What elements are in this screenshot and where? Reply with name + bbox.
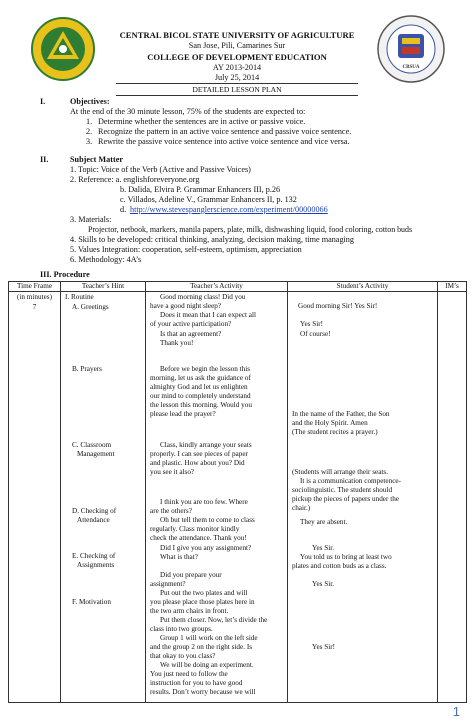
- teacher-line: Thank you!: [160, 339, 194, 347]
- plan-date: July 25, 2014: [214, 73, 260, 82]
- objectives-intro: At the end of the 30 minute lesson, 75% of the students are expected to:: [70, 107, 306, 116]
- teacher-line: Did I give you any assignment?: [160, 544, 252, 552]
- teacher-line: Before we begin the lesson this: [160, 365, 251, 373]
- university-address: San Jose, Pili, Camarines Sur: [188, 41, 286, 50]
- hint-assignments: Assignments: [77, 561, 115, 569]
- column-header: Time Frame: [9, 282, 61, 292]
- subject-values: 5. Values Integration: cooperation, self-esteem, optimism, appreciation: [70, 245, 302, 254]
- teacher-line: class into two groups.: [150, 625, 213, 633]
- reference-link[interactable]: http://www.stevespanglerscience.com/experiment/00000066: [130, 205, 328, 214]
- student-line: They are absent.: [300, 518, 348, 526]
- teacher-line: Did you prepare your: [160, 571, 222, 579]
- procedure-title: III. Procedure: [40, 270, 90, 279]
- subject-reference-d-label: d.: [120, 205, 127, 214]
- plan-title: DETAILED LESSON PLAN: [192, 85, 282, 94]
- student-line: plates and cotton buds as a class.: [292, 562, 387, 570]
- teacher-line: instruction for you to have good: [150, 679, 243, 687]
- teacher-line: Put them closer. Now, let’s divide the: [160, 616, 268, 624]
- objective-text: Recognize the pattern in an active voice sentence and passive voice sentence.: [98, 127, 352, 136]
- procedure-row: [9, 292, 467, 703]
- teacher-line: Does it mean that I can expect all: [160, 311, 256, 319]
- teacher-line: results. Don’t worry because we will: [150, 688, 256, 696]
- student-line: Good morning Sir! Yes Sir!: [298, 302, 378, 310]
- hint-greetings: A. Greetings: [72, 303, 109, 311]
- teacher-line: you see it also?: [150, 468, 195, 476]
- student-line: In the name of the Father, the Son: [292, 410, 390, 418]
- ims-cell: [438, 292, 467, 703]
- page-number: 1: [452, 704, 460, 719]
- hint-classroom: Management: [77, 450, 115, 458]
- student-line: chair.): [292, 504, 311, 512]
- subject-number: II.: [40, 155, 49, 164]
- teacher-line: Is that an agreement?: [160, 330, 222, 338]
- teacher-line: We will be doing an experiment.: [160, 661, 254, 669]
- student-line: Yes Sir.: [312, 544, 335, 552]
- teacher-line: Oh but tell them to come to class: [160, 516, 255, 524]
- student-activity-cell: [288, 292, 438, 703]
- subject-topic: 1. Topic: Voice of the Verb (Active and Passive Voices): [70, 165, 251, 174]
- teacher-line: What is that?: [160, 553, 198, 561]
- header-divider-top: [116, 83, 358, 84]
- student-line: (The student recites a prayer.): [292, 428, 378, 436]
- university-name: CENTRAL BICOL STATE UNIVERSITY OF AGRICULTURE: [119, 30, 355, 40]
- hint-prayers: B. Prayers: [72, 365, 102, 373]
- hint-motivation: F. Motivation: [72, 598, 111, 606]
- teacher-line: and plastic. How about you? Did: [150, 459, 245, 467]
- column-header: Teacher’s Activity: [146, 282, 288, 292]
- teacher-hint-cell: [61, 292, 146, 703]
- teacher-line: Good morning class! Did you: [160, 293, 246, 301]
- header-divider-bottom: [116, 95, 358, 96]
- student-line: Yes Sir!: [312, 643, 336, 651]
- student-line: and the Holy Spirit. Amen: [292, 419, 368, 427]
- objective-number: 3.: [86, 137, 93, 146]
- objective-text: Determine whether the sentences are in active or passive voice.: [98, 117, 306, 126]
- student-line: Yes Sir!: [300, 320, 324, 328]
- teacher-line: check the attendance. Thank you!: [150, 534, 247, 542]
- teacher-line: and the group 2 on the right side. Is: [150, 643, 253, 651]
- teacher-line: almighty God and let us enlighten: [150, 383, 248, 391]
- objective-number: 2.: [86, 127, 93, 136]
- teacher-line: Put out the two plates and will: [160, 589, 248, 597]
- subject-materials-label: 3. Materials:: [70, 215, 112, 224]
- column-header: IM’s: [438, 282, 467, 292]
- teacher-line: Group 1 will work on the left side: [160, 634, 258, 642]
- teacher-line: You just need to follow the: [150, 670, 228, 678]
- student-line: sociolinguistic. The student should: [292, 486, 393, 494]
- hint-routine: I. Routine: [65, 293, 94, 301]
- teacher-line: the lesson this morning. Would you: [150, 401, 252, 409]
- hint-attendance: D. Checking of: [72, 507, 117, 515]
- objective-number: 1.: [86, 117, 93, 126]
- subject-methodology: 6. Methodology: 4A’s: [70, 255, 142, 264]
- college-seal-label: CBSUA: [402, 65, 420, 70]
- teacher-line: assignment?: [150, 580, 186, 588]
- objective-text: Rewrite the passive voice sentence into active voice sentence and vice versa.: [98, 137, 350, 146]
- subject-materials: Projector, netbook, markers, manila papers, plate, milk, dishwashing liquid, food coloring, cotton buds: [88, 225, 413, 234]
- time-frame-cell: [9, 292, 61, 703]
- teacher-line: regularly. Class monitor kindly: [150, 525, 240, 533]
- student-line: Yes Sir.: [312, 580, 335, 588]
- hint-assignments: E. Checking of: [72, 552, 116, 560]
- subject-reference: 2. Reference: a. englishforeveryone.org: [70, 175, 200, 184]
- teacher-line: morning, let us ask the guidance of: [150, 374, 251, 382]
- student-line: It is a communication competence-: [300, 477, 401, 485]
- teacher-line: the two arm chairs in front.: [150, 607, 229, 615]
- teacher-line: I think you are too few. Where: [160, 498, 248, 506]
- hint-classroom: C. Classroom: [72, 441, 112, 449]
- student-line: You told us to bring at least two: [300, 553, 392, 561]
- teacher-line: please lead the prayer?: [150, 410, 216, 418]
- time-unit: (in minutes): [17, 293, 52, 301]
- objectives-title: Objectives:: [70, 97, 110, 106]
- hint-attendance: Attendance: [77, 516, 110, 524]
- teacher-activity-cell: [146, 292, 288, 703]
- procedure-header-row: [9, 282, 467, 292]
- subject-title: Subject Matter: [70, 155, 123, 164]
- student-line: Of course!: [300, 330, 331, 338]
- column-header: Student’s Activity: [288, 282, 438, 292]
- teacher-line: Class, kindly arrange your seats: [160, 441, 252, 449]
- teacher-line: properly. I can see pieces of paper: [150, 450, 248, 458]
- objectives-number: I.: [40, 97, 46, 106]
- teacher-line: are the others?: [150, 507, 192, 515]
- column-header: Teacher’s Hint: [61, 282, 146, 292]
- teacher-line: our mind to completely understand: [150, 392, 251, 400]
- teacher-line: have a good night sleep?: [150, 302, 222, 310]
- academic-year: AY 2013-2014: [212, 63, 262, 72]
- teacher-line: that okay to you class?: [150, 652, 216, 660]
- subject-reference-b: b. Dalida, Elvira P. Grammar Enhancers III, p.26: [120, 185, 281, 194]
- teacher-line: of your active participation?: [150, 320, 232, 328]
- student-line: pickup the pieces of papers under the: [292, 495, 399, 503]
- college-name: COLLEGE OF DEVELOPMENT EDUCATION: [147, 52, 327, 62]
- subject-reference-c: c. Villados, Adeline V., Grammar Enhancers II, p. 132: [120, 195, 297, 204]
- procedure-table: [8, 281, 467, 703]
- time-value: 7: [32, 303, 37, 311]
- teacher-line: you please place those plates here in: [150, 598, 255, 606]
- student-line: (Students will arrange their seats.: [292, 468, 389, 476]
- subject-skills: 4. Skills to be developed: critical thinking, analyzing, decision making, time managing: [70, 235, 354, 244]
